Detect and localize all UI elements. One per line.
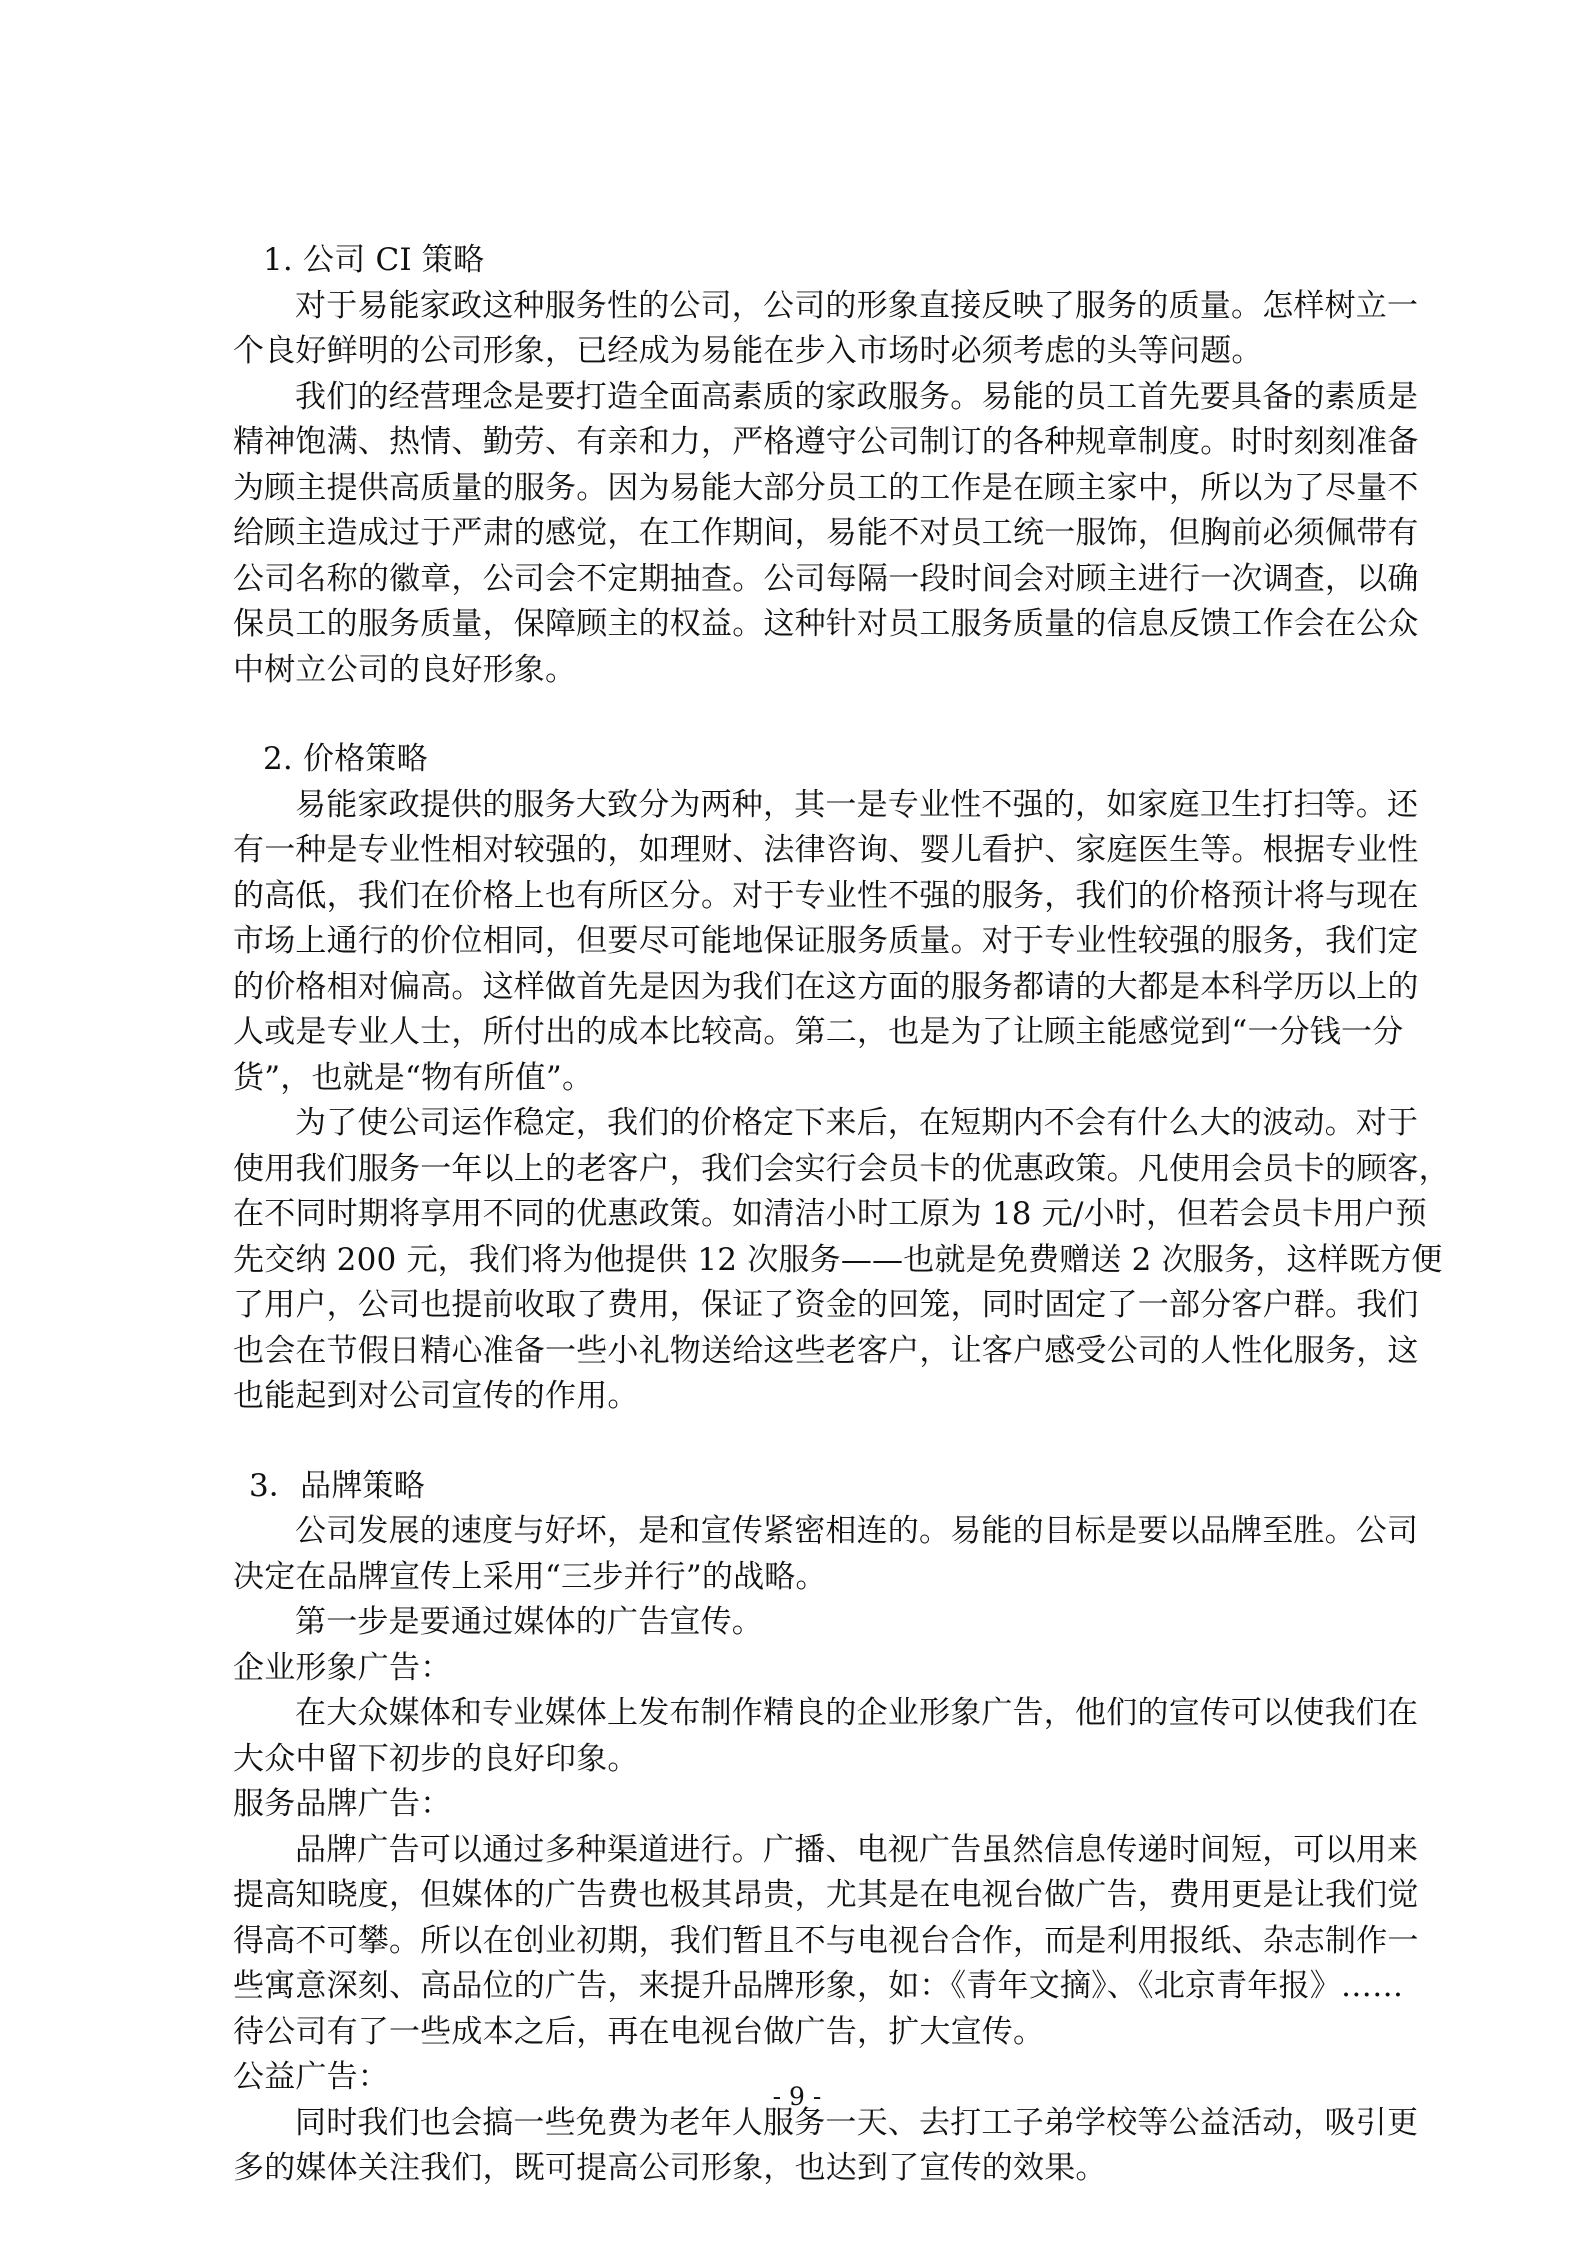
section-price-strategy bbox=[233, 737, 1450, 1420]
paragraph-line: 为顾主提供高质量的服务。因为易能大部分员工的工作是在顾主家中，所以为了尽量不 bbox=[233, 469, 1419, 506]
paragraph-line: 大众中留下初步的良好印象。 bbox=[233, 1740, 639, 1777]
paragraph-line: 先交纳 200 元，我们将为他提供 12 次服务——也就是免费赠送 2 次服务，这样既方便 bbox=[233, 1241, 1443, 1278]
paragraph-line: 的高低，我们在价格上也有所区分。对于专业性不强的服务，我们的价格预计将与现在 bbox=[233, 877, 1419, 914]
paragraph-line: 人或是专业人士，所付出的成本比较高。第二，也是为了让顾主能感觉到“一分钱一分 bbox=[233, 1014, 1404, 1050]
paragraph-line: 的价格相对偏高。这样做首先是因为我们在这方面的服务都请的大都是本科学历以上的 bbox=[233, 968, 1419, 1005]
paragraph-line: 同时我们也会搞一些免费为老年人服务一天、去打工子弟学校等公益活动，吸引更 bbox=[295, 2104, 1419, 2141]
paragraph-line: 了用户，公司也提前收取了费用，保证了资金的回笼，同时固定了一部分客户群。我们 bbox=[233, 1287, 1419, 1323]
section-heading: 1. 公司 CI 策略 bbox=[263, 242, 485, 278]
paragraph-line: 品牌广告可以通过多种渠道进行。广播、电视广告虽然信息传递时间短，可以用来 bbox=[295, 1831, 1419, 1868]
paragraph-line: 中树立公司的良好形象。 bbox=[233, 651, 577, 688]
paragraph-line: 得高不可攀。所以在创业初期，我们暂且不与电视台合作，而是利用报纸、杂志制作一 bbox=[233, 1922, 1419, 1959]
section-ci-strategy bbox=[233, 238, 1429, 693]
paragraph-line: 多的媒体关注我们，既可提高公司形象，也达到了宣传的效果。 bbox=[233, 2150, 1107, 2186]
paragraph-line: 待公司有了一些成本之后，再在电视台做广告，扩大宣传。 bbox=[233, 2013, 1045, 2050]
paragraph-line: 市场上通行的价位相同，但要尽可能地保证服务质量。对于专业性较强的服务，我们定 bbox=[233, 923, 1419, 959]
paragraph-line: 货”，也就是“物有所值”。 bbox=[233, 1059, 594, 1096]
paragraph-line: 我们的经营理念是要打造全面高素质的家政服务。易能的员工首先要具备的素质是 bbox=[295, 378, 1419, 415]
page-number: - 9 - bbox=[772, 2082, 822, 2111]
section-heading: 2. 价格策略 bbox=[263, 741, 428, 777]
paragraph-line: 也会在节假日精心准备一些小礼物送给这些老客户，让客户感受公司的人性化服务，这 bbox=[233, 1332, 1419, 1369]
paragraph-line: 也能起到对公司宣传的作用。 bbox=[233, 1378, 639, 1414]
paragraph-line: 对于易能家政这种服务性的公司，公司的形象直接反映了服务的质量。怎样树立一 bbox=[295, 287, 1419, 324]
paragraph-line: 公司名称的徽章，公司会不定期抽查。公司每隔一段时间会对顾主进行一次调查，以确 bbox=[233, 560, 1419, 597]
section-heading: 3．品牌策略 bbox=[249, 1467, 425, 1504]
subheading-service-brand-ad: 服务品牌广告： bbox=[233, 1786, 452, 1822]
paragraph-line: 在大众媒体和专业媒体上发布制作精良的企业形象广告，他们的宣传可以使我们在 bbox=[295, 1695, 1419, 1731]
paragraph-line: 使用我们服务一年以上的老客户，我们会实行会员卡的优惠政策。凡使用会员卡的顾客， bbox=[233, 1150, 1450, 1187]
paragraph-line: 提高知晓度，但媒体的广告费也极其昂贵，尤其是在电视台做广告，费用更是让我们觉 bbox=[233, 1877, 1419, 1913]
document-page bbox=[233, 238, 1450, 2236]
paragraph-line: 保员工的服务质量，保障顾主的权益。这种针对员工服务质量的信息反馈工作会在公众 bbox=[233, 606, 1419, 642]
paragraph-line: 第一步是要通过媒体的广告宣传。 bbox=[295, 1604, 763, 1640]
paragraph-line: 为了使公司运作稳定，我们的价格定下来后，在短期内不会有什么大的波动。对于 bbox=[295, 1105, 1419, 1141]
paragraph-line: 些寓意深刻、高品位的广告，来提升品牌形象，如：《青年文摘》、《北京青年报》…… bbox=[233, 1968, 1404, 2004]
paragraph-line: 有一种是专业性相对较强的，如理财、法律咨询、婴儿看护、家庭医生等。根据专业性 bbox=[233, 832, 1419, 868]
paragraph-line: 个良好鲜明的公司形象，已经成为易能在步入市场时必须考虑的头等问题。 bbox=[233, 333, 1263, 369]
paragraph-line: 公司发展的速度与好坏，是和宣传紧密相连的。易能的目标是要以品牌至胜。公司 bbox=[295, 1513, 1419, 1549]
paragraph-line: 给顾主造成过于严肃的感觉，在工作期间，易能不对员工统一服饰，但胸前必须佩带有 bbox=[233, 515, 1419, 551]
paragraph-line: 易能家政提供的服务大致分为两种，其一是专业性不强的，如家庭卫生打扫等。还 bbox=[295, 786, 1419, 823]
paragraph-line: 精神饱满、热情、勤劳、有亲和力，严格遵守公司制订的各种规章制度。时时刻刻准备 bbox=[233, 424, 1419, 460]
paragraph-line: 决定在品牌宣传上采用“三步并行”的战略。 bbox=[233, 1558, 827, 1595]
paragraph-line: 在不同时期将享用不同的优惠政策。如清洁小时工原为 18 元/小时，但若会员卡用户预 bbox=[233, 1196, 1427, 1232]
subheading-public-service-ad: 公益广告： bbox=[233, 2059, 389, 2095]
subheading-corporate-image-ad: 企业形象广告： bbox=[233, 1649, 452, 1686]
